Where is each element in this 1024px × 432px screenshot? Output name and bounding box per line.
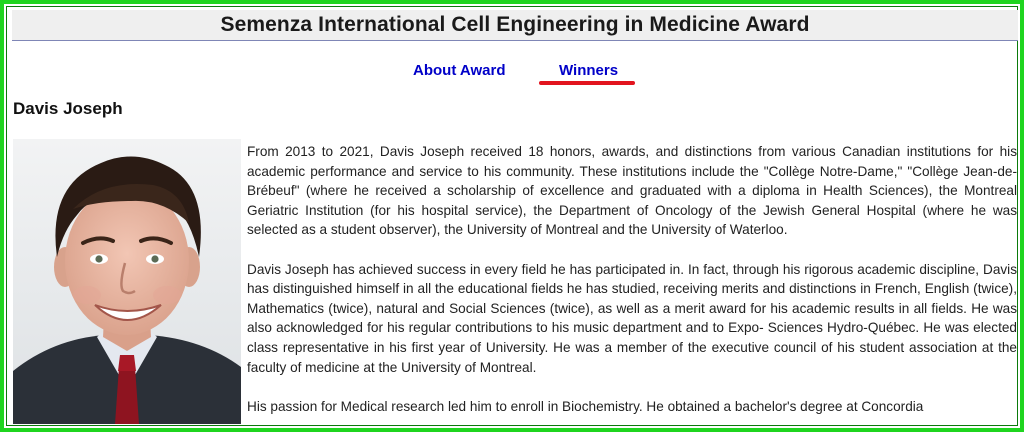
active-tab-indicator	[539, 81, 635, 85]
award-nav	[4, 60, 1024, 90]
title-bar	[12, 10, 1018, 41]
bio-paragraph: His passion for Medical research led him to enroll in Biochemistry. He obtained a bachelor's degree at Concordia	[247, 398, 924, 414]
tab-winners[interactable]: Winners	[559, 62, 619, 79]
winner-biography	[247, 142, 1017, 432]
bio-paragraph: From 2013 to 2021, Davis Joseph received 18 honors, awards, and distinctions from various Canadian institutions for his academic performance and service to his community. These institutions include the "Collège Notre-Dame," "Collège Jean-de-Brébeuf" (where he received a scholarship of excellence and graduated with a diploma in Health Sciences), the Montreal Geriatric Institution (for his hospital service), the Department of Oncology of the Jewish General Hospital (where he was selected as a student observer), the University of Montreal and the University of Waterloo.	[247, 144, 1017, 238]
tab-about-award[interactable]: About Award	[413, 62, 506, 79]
winner-photo	[13, 139, 241, 424]
winner-name: Davis Joseph	[13, 99, 123, 118]
page-title: Semenza International Cell Engineering in Medicine Award	[220, 13, 810, 36]
bio-paragraph: Davis Joseph has achieved success in every field he has participated in. In fact, through his rigorous academic discipline, Davis has distinguished himself in all the educational fields he has studied, receiving merits and distinctions in French, English (twice), Mathematics (twice), natural and Social Sciences (twice), as well as a merit award for his academic results in all fields. He was also acknowledged for his regular contributions to his music department and to Expo- Sciences Hydro-Québec. He was elected class representative in his first year of University. He was a member of the executive council of his student association at the faculty of medicine at the University of Montreal.	[247, 261, 1017, 375]
